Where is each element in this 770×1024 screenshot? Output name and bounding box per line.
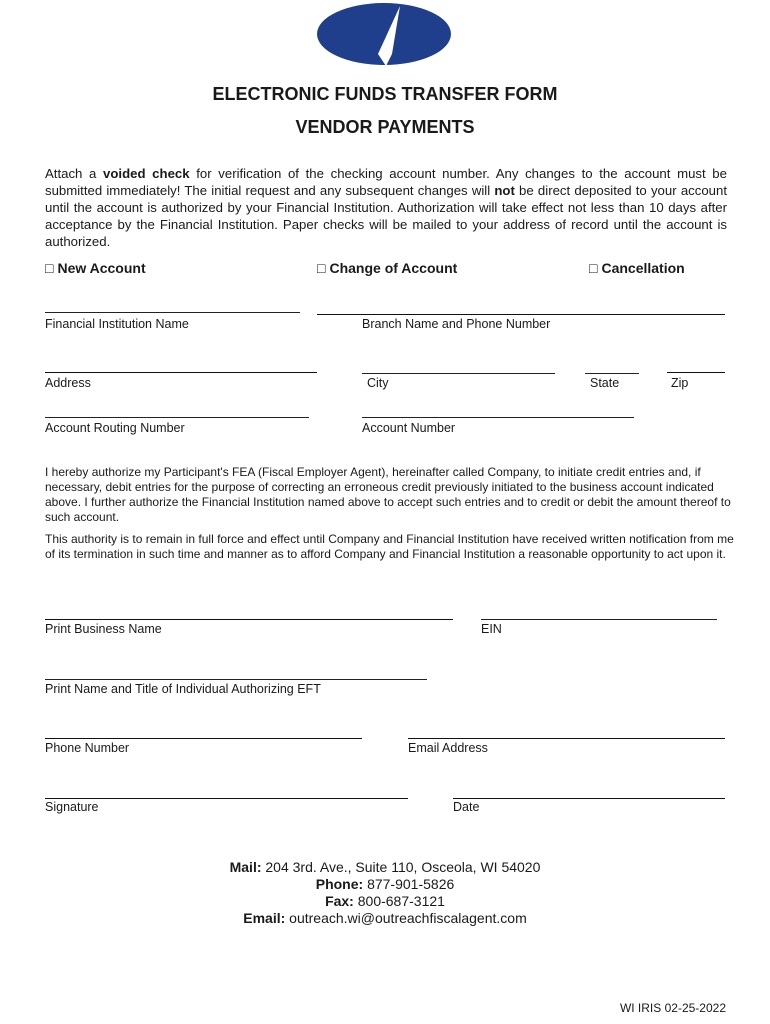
address-field[interactable]	[45, 372, 317, 373]
phone-line	[0, 876, 770, 893]
institution-name-label: Financial Institution Name	[45, 317, 189, 331]
institution-name-field[interactable]	[45, 312, 300, 313]
address-label: Address	[45, 376, 91, 390]
print-name-title-label: Print Name and Title of Individual Authorizing EFT	[45, 682, 321, 696]
date-field[interactable]	[453, 798, 725, 799]
form-title: ELECTRONIC FUNDS TRANSFER FORM	[212, 84, 558, 104]
email-value: outreach.wi@outreachfiscalagent.com	[285, 910, 527, 926]
intro-text: be direct deposited to your account until the account is authorized by your Financial Institution. Authorization will take effect not less than 10 days after acceptance by the Financial Institution. Paper checks will be mailed to your address of record until the account is authorized.	[45, 183, 728, 249]
cancellation-label: Cancellation	[601, 260, 685, 276]
account-number-field[interactable]	[362, 417, 634, 418]
fax-line	[0, 893, 770, 910]
authorization-paragraph: I hereby authorize my Participant's FEA (Fiscal Employer Agent), hereinafter called Company, to initiate credit entries and, if necessary, debit entries for the purpose of correcting an erroneous credit previously initiated to the business account indicated above. I further authorize the Financial Institution named above to accept such entries and to credit or debit the amount thereof to such account.	[45, 465, 731, 524]
signature-label: Signature	[45, 800, 99, 814]
company-logo-icon	[316, 2, 452, 66]
email-address-label: Email Address	[408, 741, 488, 755]
intro-bold-voided-check: voided check	[103, 166, 190, 181]
zip-label: Zip	[671, 376, 689, 390]
fax-label: Fax:	[325, 893, 354, 909]
date-label: Date	[453, 800, 480, 814]
change-of-account-label: Change of Account	[329, 260, 458, 276]
email-label: Email:	[243, 910, 286, 926]
account-number-label: Account Number	[362, 421, 456, 435]
form-subtitle: VENDOR PAYMENTS	[295, 117, 475, 137]
checkbox-icon[interactable]: □	[589, 260, 598, 276]
new-account-label: New Account	[57, 260, 146, 276]
phone-label: Phone:	[315, 876, 364, 892]
intro-text: for verification of the checking account number. Any changes to the account must be submitted immediately! The initial request and any subsequent changes will	[45, 166, 727, 198]
routing-number-label: Account Routing Number	[45, 421, 185, 435]
intro-paragraph	[45, 165, 727, 250]
city-field[interactable]	[362, 373, 555, 374]
checkbox-icon[interactable]: □	[317, 260, 326, 276]
routing-number-field[interactable]	[45, 417, 309, 418]
ein-label: EIN	[481, 622, 502, 636]
checkbox-icon[interactable]: □	[45, 260, 54, 276]
mail-line	[0, 859, 770, 876]
branch-label: Branch Name and Phone Number	[362, 317, 551, 331]
intro-bold-not: not	[494, 183, 515, 198]
new-account-option[interactable]	[45, 260, 146, 276]
signature-field[interactable]	[45, 798, 408, 799]
phone-value: 877-901-5826	[363, 876, 455, 892]
business-name-field[interactable]	[45, 619, 453, 620]
email-address-field[interactable]	[408, 738, 725, 739]
change-of-account-option[interactable]	[317, 260, 457, 276]
state-label: State	[590, 376, 620, 390]
cancellation-option[interactable]	[589, 260, 685, 276]
revision-code: WI IRIS 02-25-2022	[619, 1001, 726, 1015]
intro-text: Attach a	[45, 166, 104, 181]
branch-field[interactable]	[317, 314, 725, 315]
mail-address: 204 3rd. Ave., Suite 110, Osceola, WI 54020	[261, 859, 541, 875]
ein-field[interactable]	[481, 619, 717, 620]
state-field[interactable]	[585, 373, 639, 374]
mail-label: Mail:	[229, 859, 262, 875]
phone-number-field[interactable]	[45, 738, 362, 739]
print-name-title-field[interactable]	[45, 679, 427, 680]
fax-value: 800-687-3121	[353, 893, 445, 909]
termination-paragraph: This authority is to remain in full force and effect until Company and Financial Institution have received written notification from me of its termination in such time and manner as to afford Company and Financial Institution a reasonable opportunity to act upon it.	[45, 532, 734, 561]
email-line	[0, 910, 770, 927]
phone-number-label: Phone Number	[45, 741, 130, 755]
business-name-label: Print Business Name	[45, 622, 162, 636]
zip-field[interactable]	[667, 372, 725, 373]
city-label: City	[367, 376, 389, 390]
